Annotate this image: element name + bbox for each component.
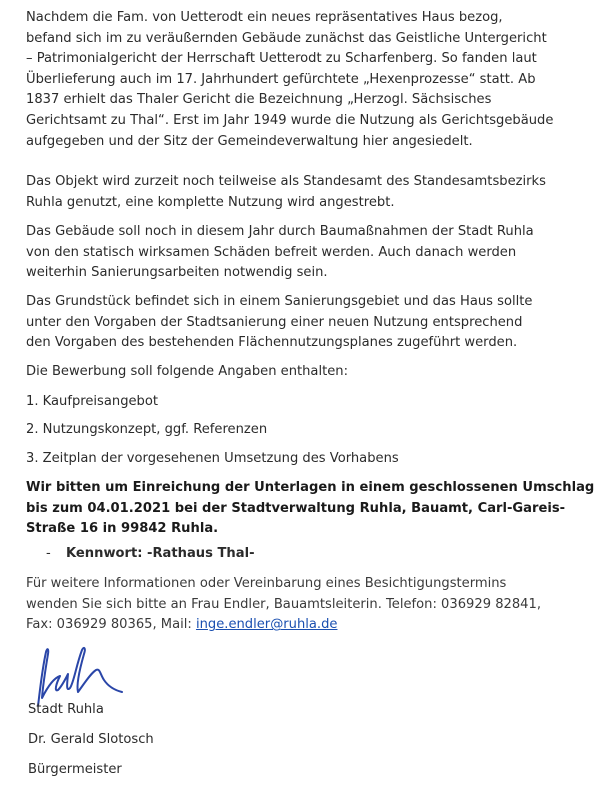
contact-paragraph [26, 574, 542, 636]
submission-request [26, 478, 594, 540]
text-line [26, 615, 526, 636]
paragraph-renovation [26, 222, 534, 284]
text-line: Das Objekt wird zurzeit noch teilweise als Standesamt des Standesamtsbezirks [26, 174, 546, 189]
text-line: aufgegeben und der Sitz der Gemeindeverwaltung hier angesiedelt. [26, 133, 473, 149]
text-line: Straße 16 in 99842 Ruhla. [26, 521, 219, 537]
keyword-line [46, 544, 255, 565]
text-line: Wir bitten um Einreichung der Unterlagen in einem geschlossenen Umschlag [26, 480, 594, 495]
closing-org: Stadt Ruhla [28, 702, 104, 717]
paragraph-zoning [26, 292, 533, 354]
application-intro: Die Bewerbung soll folgende Angaben enthalten: [26, 364, 348, 379]
keyword-text: Kennwort: -Rathaus Thal- [66, 546, 255, 561]
text-line: 1837 erhielt das Thaler Gericht die Bezeichnung „Herzogl. Sächsisches [26, 92, 492, 108]
email-link[interactable]: inge.endler@ruhla.de [195, 617, 338, 633]
bullet-dash: - [46, 546, 51, 561]
text-line: von den statisch wirksamen Schäden befreit werden. Auch danach werden [26, 244, 517, 260]
list-item-2: 2. Nutzungskonzept, ggf. Referenzen [26, 422, 268, 437]
text-line: Ruhla genutzt, eine komplette Nutzung wird angestrebt. [26, 194, 395, 210]
paragraph-current-use [26, 172, 546, 213]
text-line: Für weitere Informationen oder Vereinbarung eines Besichtigungstermins [26, 576, 507, 591]
text-line: Überlieferung auch im 17. Jahrhundert gefürchtete „Hexenprozesse“ statt. Ab [26, 71, 536, 87]
list-item-3: 3. Zeitplan der vorgesehenen Umsetzung des Vorhabens [26, 451, 399, 466]
fax-mail-label: Fax: 036929 80365, Mail: [26, 617, 196, 633]
text-line: Das Grundstück befindet sich in einem Sanierungsgebiet und das Haus sollte [26, 294, 533, 309]
text-line: Das Gebäude soll noch in diesem Jahr durch Baumaßnahmen der Stadt Ruhla [26, 224, 534, 239]
text-line: unter den Vorgaben der Stadtsanierung einer neuen Nutzung entsprechend [26, 314, 523, 330]
closing-name: Dr. Gerald Slotosch [28, 732, 154, 747]
text-line: den Vorgaben des bestehenden Flächennutzungsplanes zugeführt werden. [26, 335, 518, 351]
paragraph-history [26, 8, 554, 152]
text-line: Gerichtsamt zu Thal“. Erst im Jahr 1949 wurde die Nutzung als Gerichtsgebäude [26, 112, 554, 128]
text-line: – Patrimonialgericht der Herrschaft Uetterodt zu Scharfenberg. So fanden laut [26, 51, 537, 67]
text-line: weiterhin Sanierungsarbeiten notwendig sein. [26, 265, 328, 281]
text-line: Nachdem die Fam. von Uetterodt ein neues repräsentatives Haus bezog, [26, 10, 503, 25]
text-line: bis zum 04.01.2021 bei der Stadtverwaltung Ruhla, Bauamt, Carl-Gareis- [26, 500, 566, 516]
closing-title: Bürgermeister [28, 762, 122, 777]
list-item-1: 1. Kaufpreisangebot [26, 394, 159, 409]
text-line: wenden Sie sich bitte an Frau Endler, Bauamtsleiterin. Telefon: 036929 82841, [26, 596, 542, 612]
text-line: befand sich im zu veräußernden Gebäude zunächst das Geistliche Untergericht [26, 30, 547, 46]
